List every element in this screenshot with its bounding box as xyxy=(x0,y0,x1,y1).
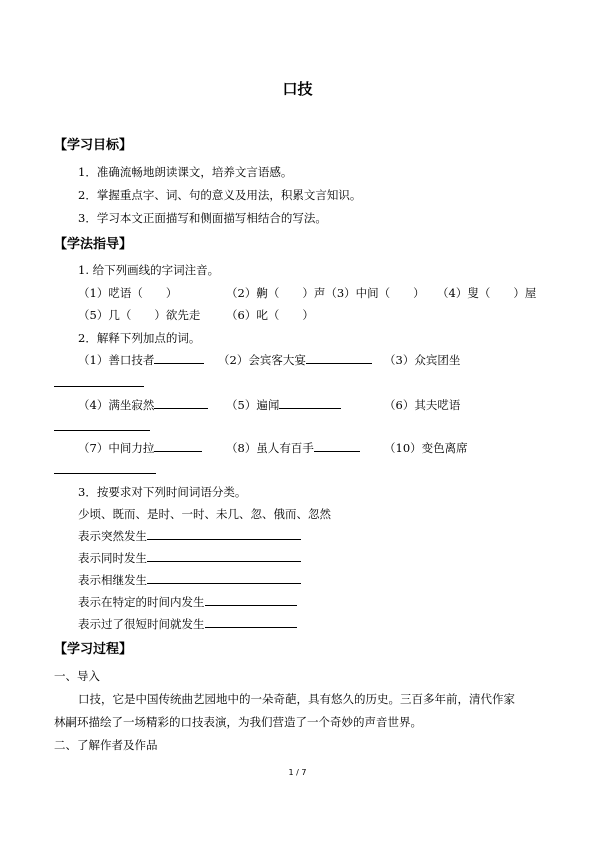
intro-paragraph: 口技，它是中国传统曲艺园地中的一朵奇葩，具有悠久的历史。三百多年前，清代作家 xyxy=(78,692,515,706)
classification-item: 表示相继发生 xyxy=(78,572,301,588)
classification-item: 表示在特定的时间内发生 xyxy=(78,594,297,610)
page-number: 1 / 7 xyxy=(288,768,307,777)
definition-item: （8）虽人有百手 xyxy=(226,440,360,456)
definition-item: （10）变色离席 xyxy=(384,441,468,455)
pinyin-item: （5）几（ ）欲先走 xyxy=(78,308,201,322)
pinyin-item: （1）呓语（ ） xyxy=(78,286,178,300)
classification-item: 表示过了很短时间就发生 xyxy=(78,616,297,632)
process-step: 一、导入 xyxy=(54,669,100,683)
section-heading-process: 【学习过程】 xyxy=(54,642,133,657)
definition-item: （3）众宾团坐 xyxy=(384,353,461,367)
definition-item: （6）其夫呓语 xyxy=(384,398,461,412)
definition-item: （2）会宾客大宴 xyxy=(218,352,372,368)
definition-item: （1）善口技者 xyxy=(78,352,204,368)
process-step: 二、了解作者及作品 xyxy=(54,738,158,752)
time-words-list: 少顷、既而、是时、一时、未几、忽、俄而、忽然 xyxy=(78,507,331,521)
page-title: 口技 xyxy=(282,80,313,98)
definition-item: （5）遍闻 xyxy=(226,397,341,413)
section-heading-guide: 【学法指导】 xyxy=(54,237,133,252)
intro-paragraph: 林嗣环描绘了一场精彩的口技表演，为我们营造了一个奇妙的声音世界。 xyxy=(54,715,422,729)
definition-item: （4）满坐寂然 xyxy=(78,397,208,413)
classification-item: 表示突然发生 xyxy=(78,528,301,544)
goal-item: 3．学习本文正面描写和侧面描写相结合的写法。 xyxy=(78,211,327,225)
question-3-prompt: 3．按要求对下列时间词语分类。 xyxy=(78,485,247,499)
classification-item: 表示同时发生 xyxy=(78,550,301,566)
pinyin-item: （2）齁（ ）声（3）中间（ ） xyxy=(226,286,425,300)
question-2-prompt: 2．解释下列加点的词。 xyxy=(78,331,201,345)
goal-item: 2．掌握重点字、词、句的意义及用法，积累文言知识。 xyxy=(78,188,362,202)
answer-blank[interactable] xyxy=(54,418,150,431)
question-1-prompt: 1. 给下列画线的字词注音。 xyxy=(78,263,220,277)
pinyin-item: （4）叟（ ）屋 xyxy=(437,286,537,300)
section-heading-goals: 【学习目标】 xyxy=(54,138,133,153)
answer-blank[interactable] xyxy=(54,461,156,474)
answer-blank[interactable] xyxy=(54,374,144,387)
definition-item: （7）中间力拉 xyxy=(78,440,202,456)
goal-item: 1．准确流畅地朗读课文，培养文言语感。 xyxy=(78,165,293,179)
pinyin-item: （6）叱（ ） xyxy=(226,308,314,322)
